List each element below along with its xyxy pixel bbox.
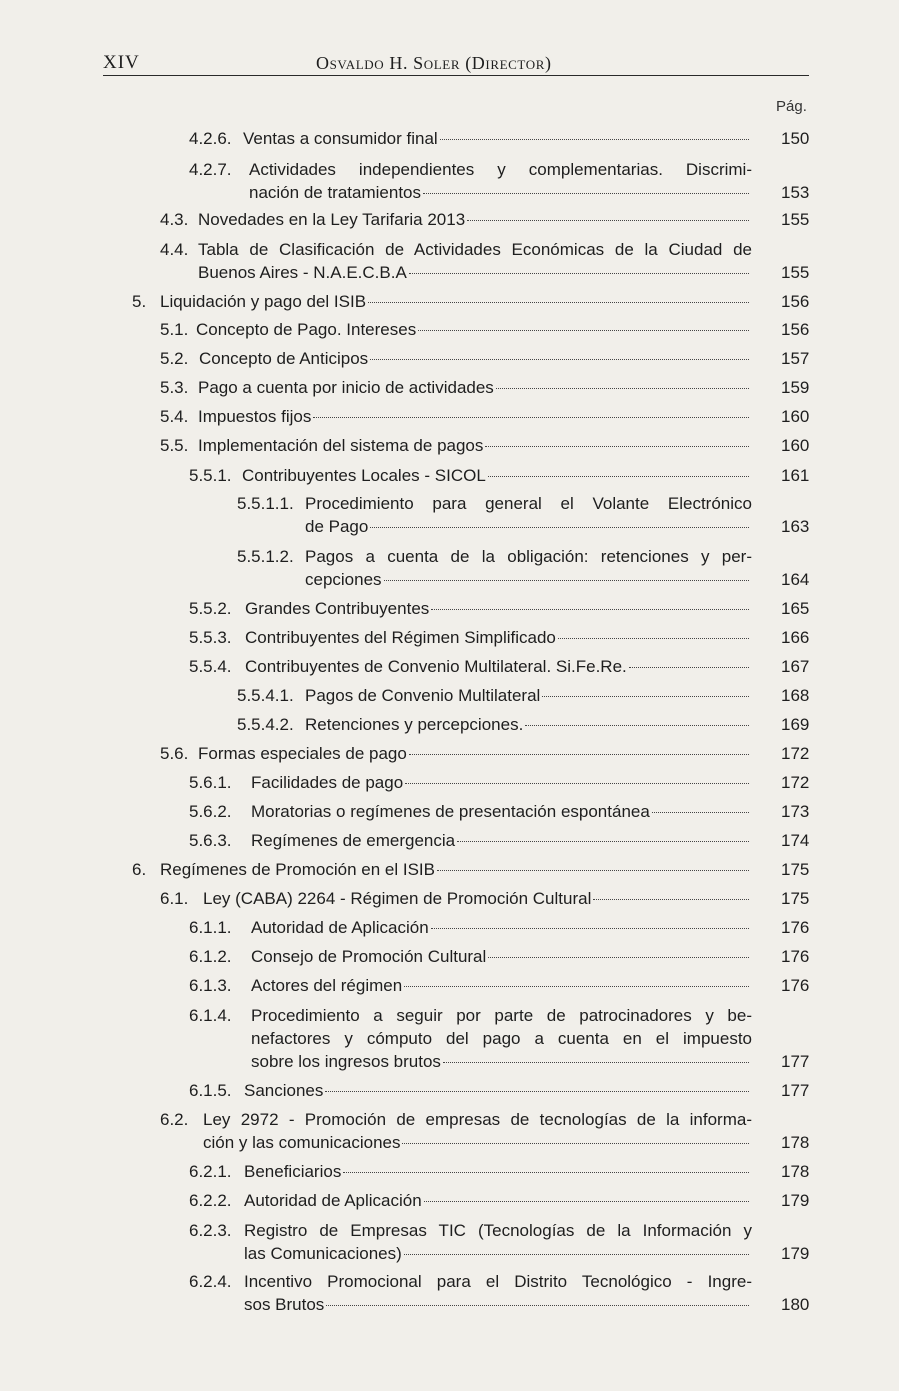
toc-entry-page-number: 156: [781, 320, 810, 339]
toc-entry-title-line: Implementación del sistema de pagos: [198, 436, 484, 455]
toc-entry-title-line: de Pago: [305, 517, 369, 536]
toc-entry[interactable]: [0, 829, 899, 852]
toc-entry[interactable]: [0, 492, 899, 538]
toc-entry-title-line: Autoridad de Aplicación: [251, 918, 429, 937]
toc-entry-number: 4.4.: [160, 240, 189, 259]
toc-entry-title-line: Regímenes de Promoción en el ISIB: [160, 860, 435, 879]
toc-entry[interactable]: [0, 318, 899, 341]
toc-entry-number: 4.2.7.: [189, 160, 232, 179]
dot-leader: [488, 957, 749, 958]
toc-entry-title-line: Contribuyentes del Régimen Simplificado: [245, 628, 556, 647]
toc-entry-number: 5.6.2.: [189, 802, 232, 821]
toc-entry-title-line: Ley (CABA) 2264 - Régimen de Promoción Cultural: [203, 889, 592, 908]
toc-entry[interactable]: [0, 434, 899, 457]
toc-entry-number: 5.2.: [160, 349, 189, 368]
toc-entry-page-number: 167: [781, 657, 810, 676]
toc-entry-page-number: 177: [781, 1052, 810, 1071]
toc-entry[interactable]: [0, 376, 899, 399]
page-folio: XIV: [103, 52, 140, 73]
toc-entry-number: 6.2.1.: [189, 1162, 232, 1181]
toc-entry-number: 5.6.: [160, 744, 189, 763]
page-column-label: Pág.: [776, 98, 807, 115]
toc-entry-number: 5.5.: [160, 436, 189, 455]
toc-entry-title-line: Concepto de Anticipos: [199, 349, 369, 368]
toc-entry[interactable]: [0, 464, 899, 487]
toc-entry-title-line: Pago a cuenta por inicio de actividades: [198, 378, 494, 397]
toc-entry-title-line: Actores del régimen: [251, 976, 403, 995]
toc-entry[interactable]: [0, 887, 899, 910]
toc-entry-page-number: 178: [781, 1162, 810, 1181]
toc-entry[interactable]: [0, 1189, 899, 1212]
toc-entry-number: 6.: [132, 860, 147, 879]
dot-leader: [325, 1091, 749, 1092]
toc-entry-page-number: 176: [781, 947, 810, 966]
toc-entry[interactable]: [0, 1160, 899, 1183]
toc-entry[interactable]: [0, 684, 899, 707]
toc-entry-title-line: Impuestos fijos: [198, 407, 312, 426]
toc-entry-number: 5.6.1.: [189, 773, 232, 792]
toc-entry[interactable]: [0, 655, 899, 678]
dot-leader: [443, 1062, 749, 1063]
toc-entry-title-line: Concepto de Pago. Intereses: [196, 320, 417, 339]
toc-entry-title-line: Grandes Contribuyentes: [245, 599, 430, 618]
toc-entry-number: 5.5.3.: [189, 628, 232, 647]
toc-entry-title-line: cepciones: [305, 570, 382, 589]
dot-leader: [404, 1254, 749, 1255]
toc-entry-page-number: 173: [781, 802, 810, 821]
dot-leader: [409, 273, 749, 274]
toc-entry-number: 6.2.4.: [189, 1272, 232, 1291]
toc-entry-title-line: Ventas a consumidor final: [243, 129, 438, 148]
toc-entry[interactable]: [0, 158, 899, 204]
toc-entry-title-line: ción y las comunicaciones: [203, 1133, 401, 1152]
toc-entry[interactable]: [0, 238, 899, 284]
toc-entry-page-number: 179: [781, 1244, 810, 1263]
dot-leader: [418, 330, 749, 331]
toc-entry[interactable]: [0, 347, 899, 370]
toc-entry-page-number: 174: [781, 831, 810, 850]
toc-entry-title-line: Regímenes de emergencia: [251, 831, 456, 850]
toc-entry-title-line: sobre los ingresos brutos: [251, 1052, 441, 1071]
toc-entry-page-number: 166: [781, 628, 810, 647]
dot-leader: [542, 696, 749, 697]
toc-entry-title-line: nación de tratamientos: [249, 183, 421, 202]
toc-entry[interactable]: [0, 800, 899, 823]
dot-leader: [496, 388, 749, 389]
toc-entry-title-line: Buenos Aires - N.A.E.C.B.A: [198, 263, 407, 282]
toc-entry-title-line: Consejo de Promoción Cultural: [251, 947, 487, 966]
dot-leader: [629, 667, 749, 668]
toc-entry-page-number: 172: [781, 744, 810, 763]
toc-entry[interactable]: [0, 208, 899, 231]
toc-entry-title-line: nefactores y cómputo del pago a cuenta en el impuesto: [251, 1029, 752, 1048]
toc-entry-page-number: 153: [781, 183, 810, 202]
toc-entry-page-number: 180: [781, 1295, 810, 1314]
toc-entry-title-line: Procedimiento a seguir por parte de patrocinadores y be-: [251, 1006, 752, 1025]
toc-entry-page-number: 161: [781, 466, 810, 485]
toc-entry-number: 6.1.4.: [189, 1006, 232, 1025]
dot-leader: [485, 446, 749, 447]
dot-leader: [402, 1143, 749, 1144]
toc-entry-page-number: 157: [781, 349, 810, 368]
toc-entry-number: 6.2.2.: [189, 1191, 232, 1210]
toc-entry-title-line: Novedades en la Ley Tarifaria 2013: [198, 210, 466, 229]
dot-leader: [558, 638, 749, 639]
dot-leader: [343, 1172, 749, 1173]
toc-entry-page-number: 155: [781, 263, 810, 282]
dot-leader: [405, 783, 749, 784]
dot-leader: [525, 725, 749, 726]
toc-entry-number: 6.2.: [160, 1110, 189, 1129]
toc-entry[interactable]: [0, 771, 899, 794]
toc-entry[interactable]: [0, 1270, 899, 1316]
dot-leader: [437, 870, 749, 871]
dot-leader: [404, 986, 749, 987]
dot-leader: [423, 193, 749, 194]
toc-entry-number: 5.5.1.1.: [237, 494, 294, 513]
dot-leader: [384, 580, 749, 581]
toc-entry-page-number: 156: [781, 292, 810, 311]
toc-entry-page-number: 168: [781, 686, 810, 705]
dot-leader: [326, 1305, 749, 1306]
toc-entry-number: 6.1.: [160, 889, 189, 908]
toc-entry-number: 5.: [132, 292, 147, 311]
toc-entry-number: 5.4.: [160, 407, 189, 426]
toc-entry-page-number: 169: [781, 715, 810, 734]
toc-entry-number: 6.1.1.: [189, 918, 232, 937]
dot-leader: [368, 302, 749, 303]
toc-entry-title-line: Pagos a cuenta de la obligación: retenciones y per-: [305, 547, 752, 566]
toc-entry-title-line: Sanciones: [244, 1081, 324, 1100]
toc-entry-number: 5.6.3.: [189, 831, 232, 850]
dot-leader: [431, 928, 749, 929]
toc-entry-title-line: Incentivo Promocional para el Distrito Tecnológico - Ingre-: [244, 1272, 752, 1291]
dot-leader: [488, 476, 749, 477]
toc-entry-title-line: Tabla de Clasificación de Actividades Económicas de la Ciudad de: [198, 240, 752, 259]
running-head: Osvaldo H. Soler (Director): [316, 53, 552, 73]
toc-entry[interactable]: [0, 1004, 899, 1073]
toc-entry[interactable]: [0, 127, 899, 150]
toc-entry-title-line: las Comunicaciones): [244, 1244, 402, 1263]
toc-entry[interactable]: [0, 405, 899, 428]
dot-leader: [652, 812, 749, 813]
toc-entry[interactable]: [0, 1079, 899, 1102]
toc-entry-number: 5.3.: [160, 378, 189, 397]
toc-entry-number: 5.5.1.: [189, 466, 232, 485]
dot-leader: [431, 609, 749, 610]
toc-entry-title-line: Autoridad de Aplicación: [244, 1191, 422, 1210]
toc-entry-page-number: 172: [781, 773, 810, 792]
toc-entry-title-line: Registro de Empresas TIC (Tecnologías de la Información y: [244, 1221, 752, 1240]
toc-entry-page-number: 164: [781, 570, 810, 589]
toc-entry-title-line: Procedimiento para general el Volante Electrónico: [305, 494, 752, 513]
toc-entry[interactable]: [0, 290, 899, 313]
toc-entry-title-line: sos Brutos: [244, 1295, 325, 1314]
toc-entry-page-number: 165: [781, 599, 810, 618]
toc-entry-number: 6.2.3.: [189, 1221, 232, 1240]
toc-entry-number: 5.5.4.2.: [237, 715, 294, 734]
toc-entry-title-line: Contribuyentes Locales - SICOL: [242, 466, 486, 485]
toc-entry-page-number: 178: [781, 1133, 810, 1152]
toc-entry-title-line: Pagos de Convenio Multilateral: [305, 686, 541, 705]
header-rule: [103, 75, 809, 76]
dot-leader: [457, 841, 749, 842]
toc-entry-title-line: Ley 2972 - Promoción de empresas de tecnologías de la informa-: [203, 1110, 752, 1129]
toc-entry[interactable]: [0, 742, 899, 765]
toc-entry-number: 6.1.5.: [189, 1081, 232, 1100]
toc-entry-title-line: Facilidades de pago: [251, 773, 404, 792]
toc-entry-title-line: Moratorias o regímenes de presentación espontánea: [251, 802, 650, 821]
toc-entry-number: 5.5.4.1.: [237, 686, 294, 705]
toc-entry-page-number: 179: [781, 1191, 810, 1210]
toc-entry-page-number: 159: [781, 378, 810, 397]
toc-entry[interactable]: [0, 545, 899, 591]
toc-entry-title-line: Retenciones y percepciones.: [305, 715, 524, 734]
toc-entry-number: 5.5.1.2.: [237, 547, 294, 566]
toc-entry[interactable]: [0, 858, 899, 881]
dot-leader: [440, 139, 749, 140]
toc-entry-title-line: Actividades independientes y complementarias. Discrimi-: [249, 160, 752, 179]
toc-entry-number: 5.5.2.: [189, 599, 232, 618]
toc-entry-title-line: Contribuyentes de Convenio Multilateral. Si.Fe.Re.: [245, 657, 627, 676]
toc-entry-title-line: Formas especiales de pago: [198, 744, 407, 763]
toc-entry-title-line: Liquidación y pago del ISIB: [160, 292, 367, 311]
dot-leader: [424, 1201, 749, 1202]
toc-entry-page-number: 175: [781, 860, 810, 879]
toc-entry-number: 5.5.4.: [189, 657, 232, 676]
toc-entry[interactable]: [0, 974, 899, 997]
toc-entry[interactable]: [0, 1108, 899, 1154]
toc-entry[interactable]: [0, 916, 899, 939]
toc-entry-page-number: 177: [781, 1081, 810, 1100]
toc-entry-title-line: Beneficiarios: [244, 1162, 342, 1181]
toc-entry[interactable]: [0, 945, 899, 968]
toc-entry[interactable]: [0, 626, 899, 649]
toc-entry[interactable]: [0, 713, 899, 736]
dot-leader: [370, 527, 749, 528]
dot-leader: [593, 899, 749, 900]
dot-leader: [370, 359, 749, 360]
toc-entry-page-number: 163: [781, 517, 810, 536]
toc-entry-number: 6.1.3.: [189, 976, 232, 995]
dot-leader: [313, 417, 749, 418]
toc-entry-page-number: 176: [781, 918, 810, 937]
toc-entry-page-number: 160: [781, 436, 810, 455]
toc-entry-page-number: 155: [781, 210, 810, 229]
toc-entry-page-number: 150: [781, 129, 810, 148]
toc-entry-number: 4.3.: [160, 210, 189, 229]
toc-entry[interactable]: [0, 1219, 899, 1265]
toc-entry-number: 4.2.6.: [189, 129, 232, 148]
toc-entry-number: 6.1.2.: [189, 947, 232, 966]
dot-leader: [409, 754, 749, 755]
toc-entry-page-number: 175: [781, 889, 810, 908]
toc-entry[interactable]: [0, 597, 899, 620]
toc-entry-page-number: 176: [781, 976, 810, 995]
dot-leader: [467, 220, 749, 221]
toc-entry-page-number: 160: [781, 407, 810, 426]
toc-entry-number: 5.1.: [160, 320, 189, 339]
